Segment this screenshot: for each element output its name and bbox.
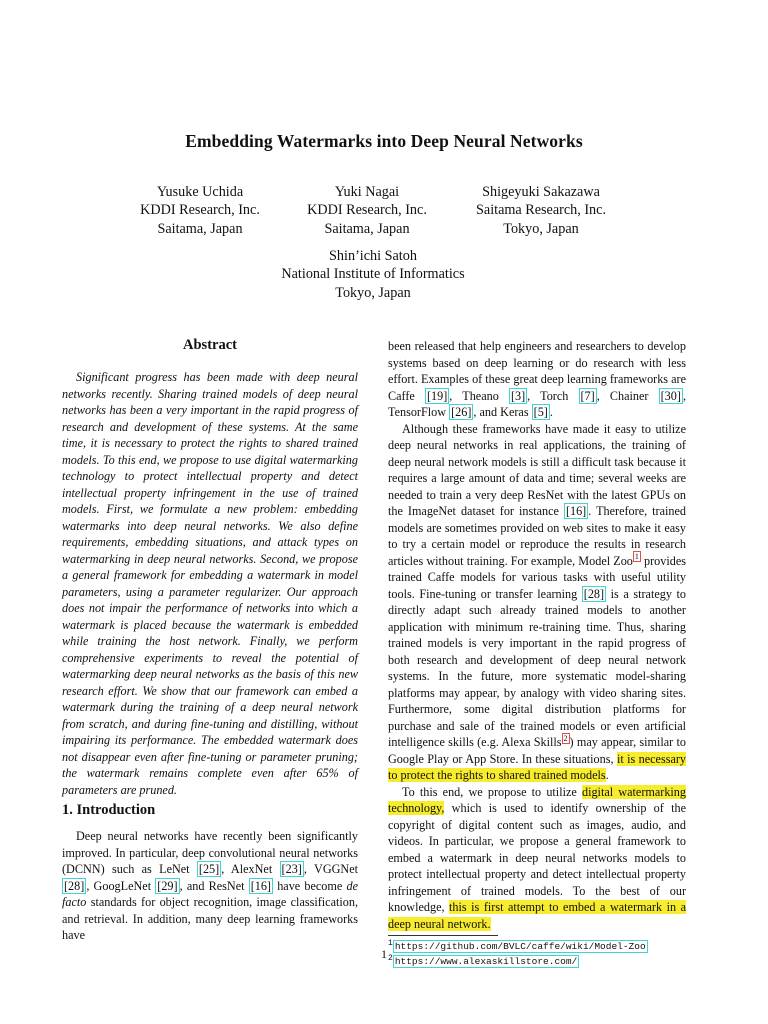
author-location: Saitama, Japan bbox=[324, 220, 410, 237]
highlighted-text: it is necessary to protect the rights to shared trained models bbox=[388, 751, 687, 782]
text-run: , VGGNet bbox=[303, 862, 359, 876]
text-run: standards for object recognition, image classification, and retrieval. In addition, many deep learning frameworks have bbox=[62, 895, 358, 942]
paper-title: Embedding Watermarks into Deep Neural Networks bbox=[185, 131, 583, 151]
text-run: Deep neural networks have recently been significantly improved. In particular, deep convolutional neural networks (DCNN) such as LeNet bbox=[62, 829, 358, 876]
citation-link[interactable]: [16] bbox=[250, 878, 271, 893]
footnote-number: 2 bbox=[388, 954, 393, 964]
citation-link[interactable]: [19] bbox=[426, 388, 448, 403]
text-run: , and Keras bbox=[473, 405, 532, 419]
author-block bbox=[267, 183, 467, 238]
author-location: Tokyo, Japan bbox=[503, 220, 579, 237]
text-run: ) may appear, similar to Google Play or App Store. In these situations, bbox=[388, 735, 686, 766]
citation-link[interactable]: [28] bbox=[64, 878, 85, 893]
citation-link[interactable]: [29] bbox=[157, 878, 178, 893]
citation-link[interactable]: [16] bbox=[565, 504, 587, 518]
footnote-marker[interactable]: 2 bbox=[563, 733, 568, 743]
text-run: is a strategy to directly adapt such already trained models to another application with minimum re-training time. Thus, sharing trained models is very important in the rapid progress of both research and development of deep neural network systems. In the future, more systematic model-sharing platforms may appear, by analogy with video sharing sites. Furthermore, some digital distribution platforms for purchase and sale of the trained models or even artificial intelligence skills (e.g. Alexa Skills bbox=[388, 586, 686, 749]
text-run: provides trained Caffe models for various tasks with useful utility tools. Fine-tuning or transfer learning bbox=[388, 553, 686, 601]
author-name: Yusuke Uchida bbox=[156, 184, 244, 200]
highlighted-text: digital watermarking technology, bbox=[388, 784, 686, 815]
text-run: , Torch bbox=[527, 388, 579, 403]
text-run: which is used to identify ownership of the copyright of digital content such as images, audio, and videos. In particular, we propose a general framework to embed a watermark in deep neural networks models to protect intellectual property and detect intellectual property infringement of trained models. To the best of our knowledge, bbox=[388, 801, 686, 914]
page-number: 1 bbox=[381, 947, 387, 961]
author-affiliation: KDDI Research, Inc. bbox=[307, 202, 427, 219]
body-paragraph bbox=[388, 784, 686, 933]
footnote-link[interactable]: https://www.alexaskillstore.com/ bbox=[394, 956, 578, 968]
author-name: Shigeyuki Sakazawa bbox=[482, 184, 600, 200]
abstract-heading: Abstract bbox=[183, 337, 237, 353]
highlighted-text: this is first attempt to embed a watermark in a deep neural network. bbox=[388, 900, 686, 931]
text-run: , GoogLeNet bbox=[86, 878, 156, 893]
citation-link[interactable]: [28] bbox=[583, 586, 605, 601]
citation-link[interactable]: [30] bbox=[660, 388, 681, 403]
introduction-heading: 1. Introduction bbox=[62, 802, 156, 818]
author-name: Yuki Nagai bbox=[334, 184, 400, 200]
text-run: To this end, we propose to utilize bbox=[402, 784, 582, 799]
author-affiliation: KDDI Research, Inc. bbox=[140, 202, 260, 219]
citation-link[interactable]: [3] bbox=[510, 388, 526, 403]
citation-link[interactable]: [5] bbox=[533, 405, 548, 419]
emphasis-text: de facto bbox=[62, 878, 358, 909]
text-run: , Theano bbox=[449, 388, 509, 403]
text-run: Although these frameworks have made it easy to utilize deep neural networks in real applications, the training of deep neural network models is still a difficult task because it requires a large amount of data and time; several weeks are needed to train a very deep ResNet with the latest GPUs on the ImageNet dataset for instance bbox=[388, 421, 686, 518]
author-location: Saitama, Japan bbox=[157, 220, 243, 237]
text-run: , TensorFlow bbox=[388, 388, 686, 419]
text-run: . bbox=[605, 768, 609, 782]
author-block bbox=[223, 247, 523, 302]
right-column bbox=[388, 338, 686, 968]
text-run: been released that help engineers and researchers to develop systems based on deep learning or do research with less effort. Examples of these great deep learning frameworks are Caffe bbox=[388, 339, 686, 403]
body-paragraph bbox=[388, 338, 686, 421]
text-run: . Therefore, trained models are sometimes provided on web sites to make it easy to try a certain model or reproduce the results in research articles without training. For example, Model Zoo bbox=[388, 504, 687, 568]
author-name: Shin’ichi Satoh bbox=[329, 248, 417, 264]
text-run: have become bbox=[273, 878, 347, 893]
text-run: . bbox=[549, 405, 553, 419]
introduction-paragraph bbox=[62, 828, 358, 944]
citation-link[interactable]: [23] bbox=[281, 862, 302, 876]
body-paragraph bbox=[388, 421, 686, 784]
author-block bbox=[441, 183, 641, 238]
footnote-number: 1 bbox=[388, 939, 393, 948]
footnote-divider bbox=[388, 935, 498, 936]
citation-link[interactable]: [26] bbox=[451, 405, 472, 419]
footnote-marker[interactable]: 1 bbox=[634, 552, 639, 562]
author-location: Tokyo, Japan bbox=[335, 284, 411, 301]
text-run: , AlexNet bbox=[221, 862, 280, 876]
footnote-link[interactable]: https://github.com/BVLC/caffe/wiki/Model-Zoo bbox=[394, 941, 646, 953]
citation-link[interactable]: [25] bbox=[198, 862, 220, 876]
text-run: , Chainer bbox=[596, 388, 659, 403]
author-affiliation: Saitama Research, Inc. bbox=[476, 202, 606, 219]
author-affiliation: National Institute of Informatics bbox=[281, 266, 465, 283]
citation-link[interactable]: [7] bbox=[580, 388, 595, 403]
text-run: , and ResNet bbox=[179, 878, 249, 893]
abstract-text: Significant progress has been made with deep neural networks recently. Sharing trained models of deep neural networks has been a very important in the rapid progress of research and development of these systems. At the same time, it is necessary to protect the rights to shared trained models. To this end, we propose to use digital watermarking technology to protect intellectual property and detect intellectual property infringement in the use of trained models. First, we formulate a new problem: embedding watermarks into deep neural networks. We also define requirements, embedding situations, and attack types on watermarking in deep neural networks. Second, we propose a general framework for embedding a watermark in model parameters, using a parameter regularizer. Our approach does not impair the performance of networks into which a watermark is placed because the watermark is embedded while training the host network. Finally, we perform comprehensive experiments to reveal the potential of watermarking deep neural networks as the basis of this new research effort. We show that our framework can embed a watermark during the training of a deep neural network from scratch, and during fine-tuning and distilling, without impairing its performance. The embedded watermark does not disappear even after fine-tuning or parameter pruning; the watermark remains complete even after 65% of parameters are pruned. bbox=[62, 370, 358, 797]
